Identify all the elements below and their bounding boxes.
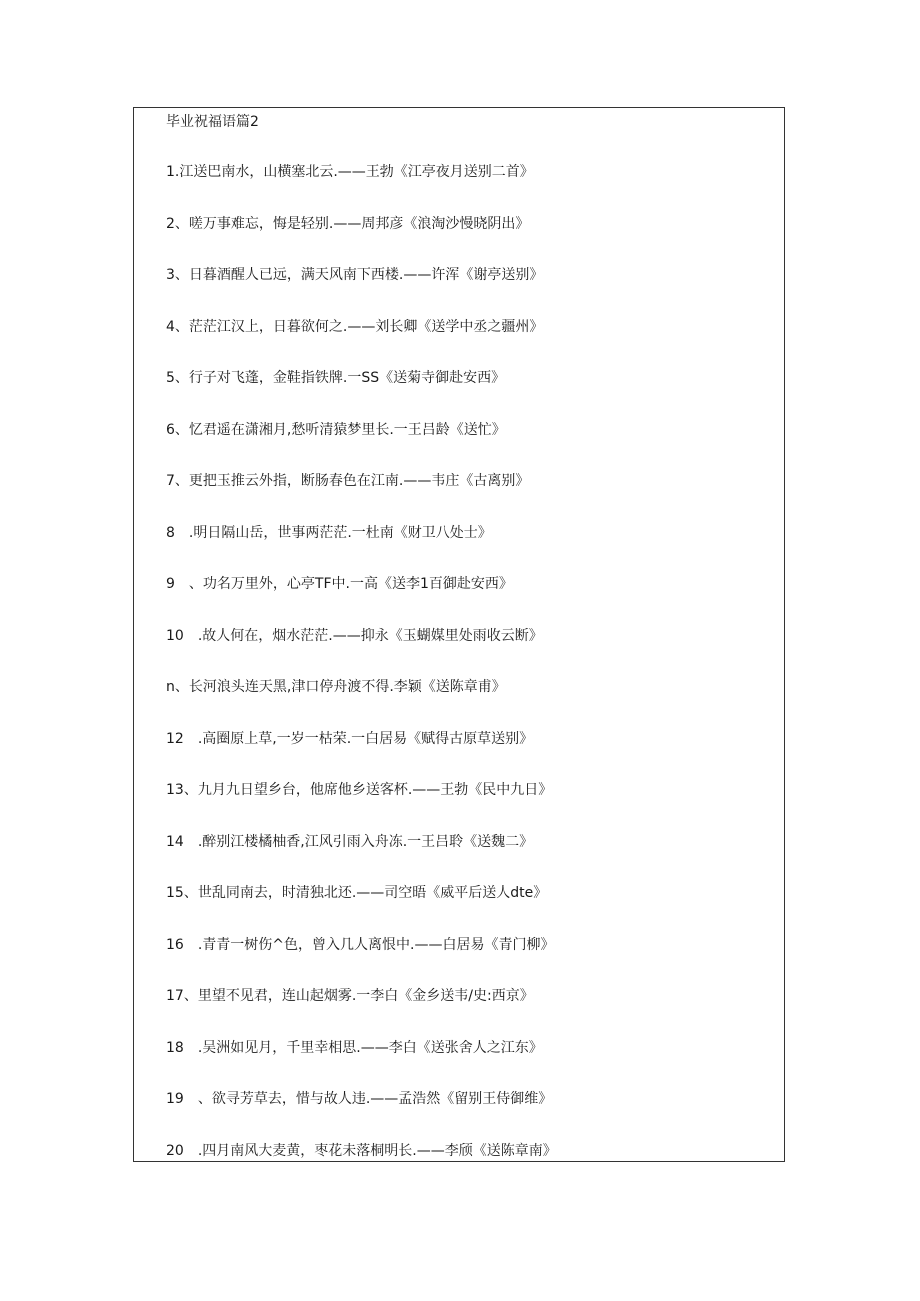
poem-line: 16 .青青一树伤^色，曾入几人离恨中.——白居易《青门柳》: [166, 936, 555, 953]
poem-line: 2、嗟万事难忘，悔是轻别.——周邦彦《浪淘沙慢晓阴出》: [166, 215, 530, 232]
poem-line: n、长河浪头连天黑,津口停舟渡不得.李颖《送陈章甫》: [166, 679, 506, 695]
poem-line: 6、忆君遥在潇湘月,愁听清猿梦里长.一王吕龄《送忙》: [166, 421, 506, 438]
poem-line: 9 、功名万里外，心亭TF中.一高《送李1百御赴安西》: [166, 576, 513, 592]
poem-line: 3、日暮酒醒人已远，满天风南下西楼.——许浑《谢亭送别》: [166, 267, 544, 283]
poem-line: 1.江送巴南水，山横塞北云.——王勃《江亭夜月送别二首》: [166, 164, 534, 180]
poem-line: 10 .故人何在，烟水茫茫.——抑永《玉蝴媒里处雨收云断》: [166, 627, 543, 644]
poem-line: 18 .吴洲如见月，千里幸相思.——李白《送张舍人之江东》: [166, 1039, 543, 1056]
poem-line: 20 .四月南风大麦黄，枣花未落桐明长.——李颀《送陈章南》: [166, 1142, 557, 1159]
poem-line: 7、更把玉推云外指，断肠春色在江南.——韦庄《古离别》: [166, 473, 530, 489]
poem-line-list: [166, 162, 557, 1192]
poem-line: 19 、欲寻芳草去，惜与故人违.——孟浩然《留别王侍御维》: [166, 1091, 553, 1107]
poem-line: 4、茫茫江汉上，日暮欲何之.——刘长卿《送学中丞之疆州》: [166, 318, 544, 335]
poem-line: 17、里望不见君，连山起烟雾.一李白《金乡送韦/史:西京》: [166, 988, 534, 1004]
document-title: 毕业祝福语篇2: [166, 114, 259, 130]
poem-line: 5、行子对飞蓬，金鞋指铁牌.一SS《送菊寺御赴安西》: [166, 370, 506, 386]
poem-line: 13、九月九日望乡台，他席他乡送客杯.——王勃《民中九日》: [166, 782, 553, 798]
poem-line: 14 .醉别江楼橘柚香,江风引雨入舟冻.一王吕聆《送魏二》: [166, 833, 534, 850]
poem-line: 12 .高圈原上草,一岁一枯荣.一白居易《赋得古原草送别》: [166, 730, 534, 747]
poem-line: 8 .明日隔山岳，世事两茫茫.一杜南《财卫八处士》: [166, 524, 492, 541]
poem-line: 15、世乱同南去，时清独北还.——司空晤《威平后送人dte》: [166, 885, 548, 901]
